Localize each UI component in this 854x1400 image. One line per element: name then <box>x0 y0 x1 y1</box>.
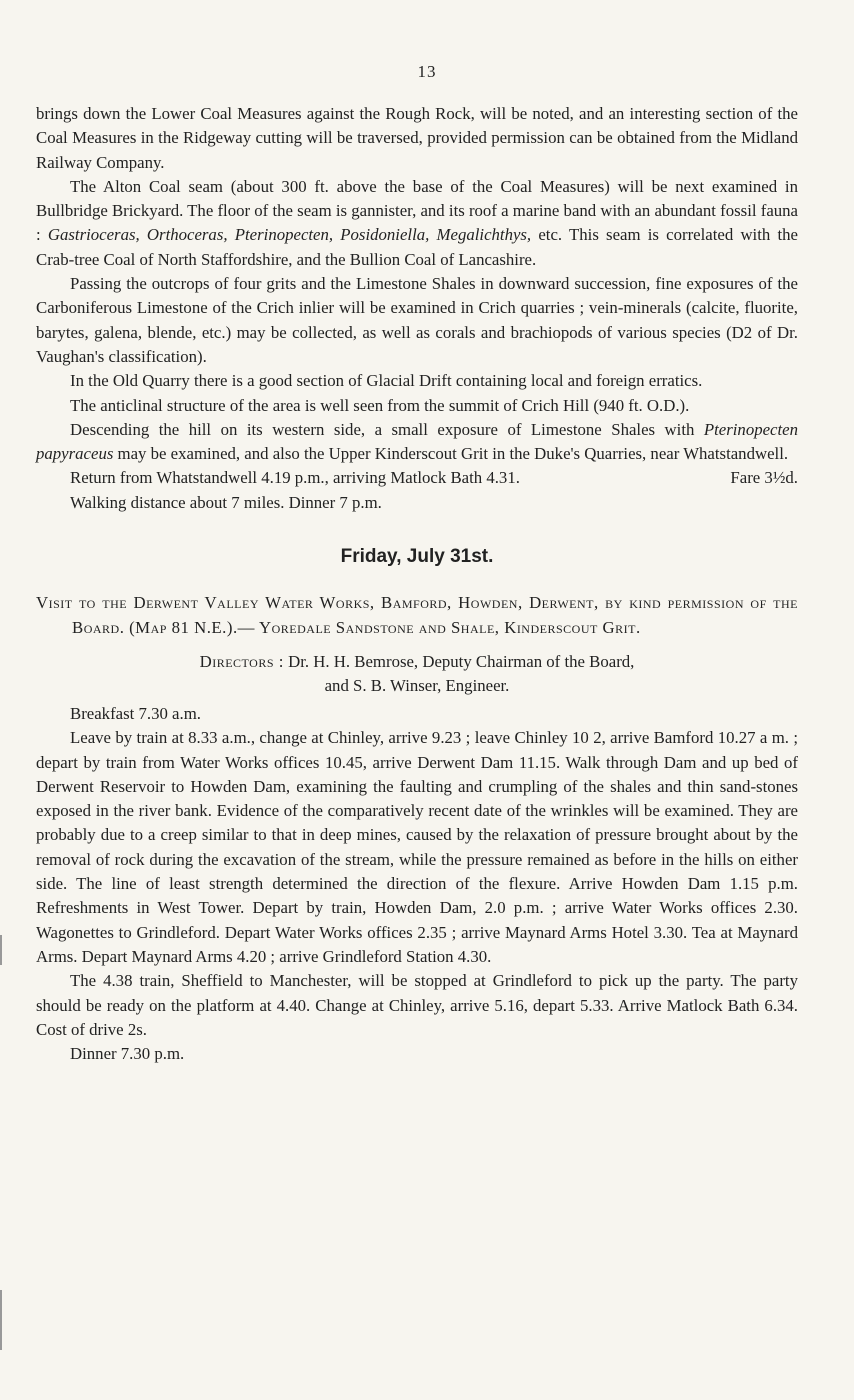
text: may be examined, and also the Upper Kinderscout Grit in the Duke's Quarries, near Whatstandwell. <box>113 444 789 464</box>
visit-description: Visit to the Derwent Valley Water Works, Bamford, Howden, Derwent, by kind permission of the Board. (Map 81 N.E.).— Yoredale Sandstone and Shale, Kinderscout Grit. <box>36 593 798 637</box>
paragraph-schedule: Leave by train at 8.33 a.m., change at Chinley, arrive 9.23 ; leave Chinley 10 2, arrive Bamford 10.27 a m. ; depart by train from Water Works offices 10.45, arrive Derwent Dam 11.15. Walk through Dam and up bed of Derwent Reservoir to Howden Dam, examining the faulting and crumpling of the shales and thin sand-stones exposed in the river bank. Evidence of the comparatively recent date of the wrinkles will be examined. They are probably due to a creep similar to that in deep mines, caused by the relaxation of pressure brought about by the removal of rock during the excavation of the stream, while the pressure remained as before in the hills on either side. The line of least strength determined the direction of the flexure. Arrive Howden Dam 1.15 p.m. Refreshments in West Tower. Depart by train, Howden Dam, 2.0 p.m. ; arrive Water Works offices 2.30. Wagonettes to Grindleford. Depart Water Works offices 2.35 ; arrive Maynard Arms Hotel 3.30. Tea at Maynard Arms. Depart Maynard Arms 4.20 ; arrive Grindleford Station 4.30. <box>36 728 798 966</box>
return-time: Return from Whatstandwell 4.19 p.m., arriving Matlock Bath 4.31. <box>70 468 520 488</box>
directors-label: Directors : <box>199 651 284 671</box>
text: Descending the hill on its western side, a small exposure of Limestone Shales with <box>70 419 704 439</box>
paragraph-old-quarry: In the Old Quarry there is a good section of Glacial Drift containing local and foreign erratics. <box>70 371 703 391</box>
fare: Fare 3½d. <box>730 468 798 488</box>
page-edge-mark-lower <box>0 1290 2 1350</box>
paragraph-anticlinal: The anticlinal structure of the area is well seen from the summit of Crich Hill (940 ft. O.D.). <box>70 395 690 415</box>
page-body <box>36 102 798 1066</box>
directors-line1: Dr. H. H. Bemrose, Deputy Chairman of the Board, <box>288 651 635 671</box>
section-heading: Friday, July 31st. <box>340 546 494 568</box>
fossil-name: Pterinopecten papyraceus <box>36 419 798 464</box>
paragraph-return <box>36 466 798 490</box>
paragraph-ridgeway: brings down the Lower Coal Measures against the Rough Rock, will be noted, and an interesting section of the Coal Measures in the Ridgeway cutting will be traversed, provided permission can be obtained from the Midland Railway Company. <box>36 104 798 172</box>
text: The Alton Coal seam (about 300 ft. above the base of the Coal Measures) will be next examined in Bullbridge Brickyard. The floor of the seam is gannister, and its roof a marine band with an abundant fossil fauna : <box>36 176 798 245</box>
text: etc. This seam is correlated with the Crab-tree Coal of North Staffordshire, and the Bullion Coal of Lancashire. <box>36 225 798 269</box>
paragraph-crich-quarries: Passing the outcrops of four grits and the Limestone Shales in downward succession, fine exposures of the Carboniferous Limestone of the Crich inlier will be examined in Crich quarries ; vein-minerals (calcite, fluorite, barytes, galena, blende, etc.) may be collected, as well as corals and brachiopods of various species (D2 of Dr. Vaughan's classification). <box>36 274 798 366</box>
fossil-names: Gastrioceras, Orthoceras, Pterinopecten, Posidoniella, Megalichthys, <box>47 225 532 245</box>
page-number: 13 <box>417 62 437 81</box>
paragraph-dinner: Dinner 7.30 p.m. <box>70 1044 185 1064</box>
paragraph-alton-coal <box>36 175 798 272</box>
directors-block <box>36 650 798 698</box>
paragraph-descending <box>36 418 798 467</box>
paragraph-walking: Walking distance about 7 miles. Dinner 7 p.m. <box>70 492 382 512</box>
page-edge-mark <box>0 935 2 965</box>
directors-line2: and S. B. Winser, Engineer. <box>324 675 510 695</box>
paragraph-return-train: The 4.38 train, Sheffield to Manchester, will be stopped at Grindleford to pick up the party. The party should be ready on the platform at 4.40. Change at Chinley, arrive 5.16, depart 5.33. Arrive Matlock Bath 6.34. Cost of drive 2s. <box>36 971 798 1039</box>
paragraph-breakfast: Breakfast 7.30 a.m. <box>70 703 201 723</box>
